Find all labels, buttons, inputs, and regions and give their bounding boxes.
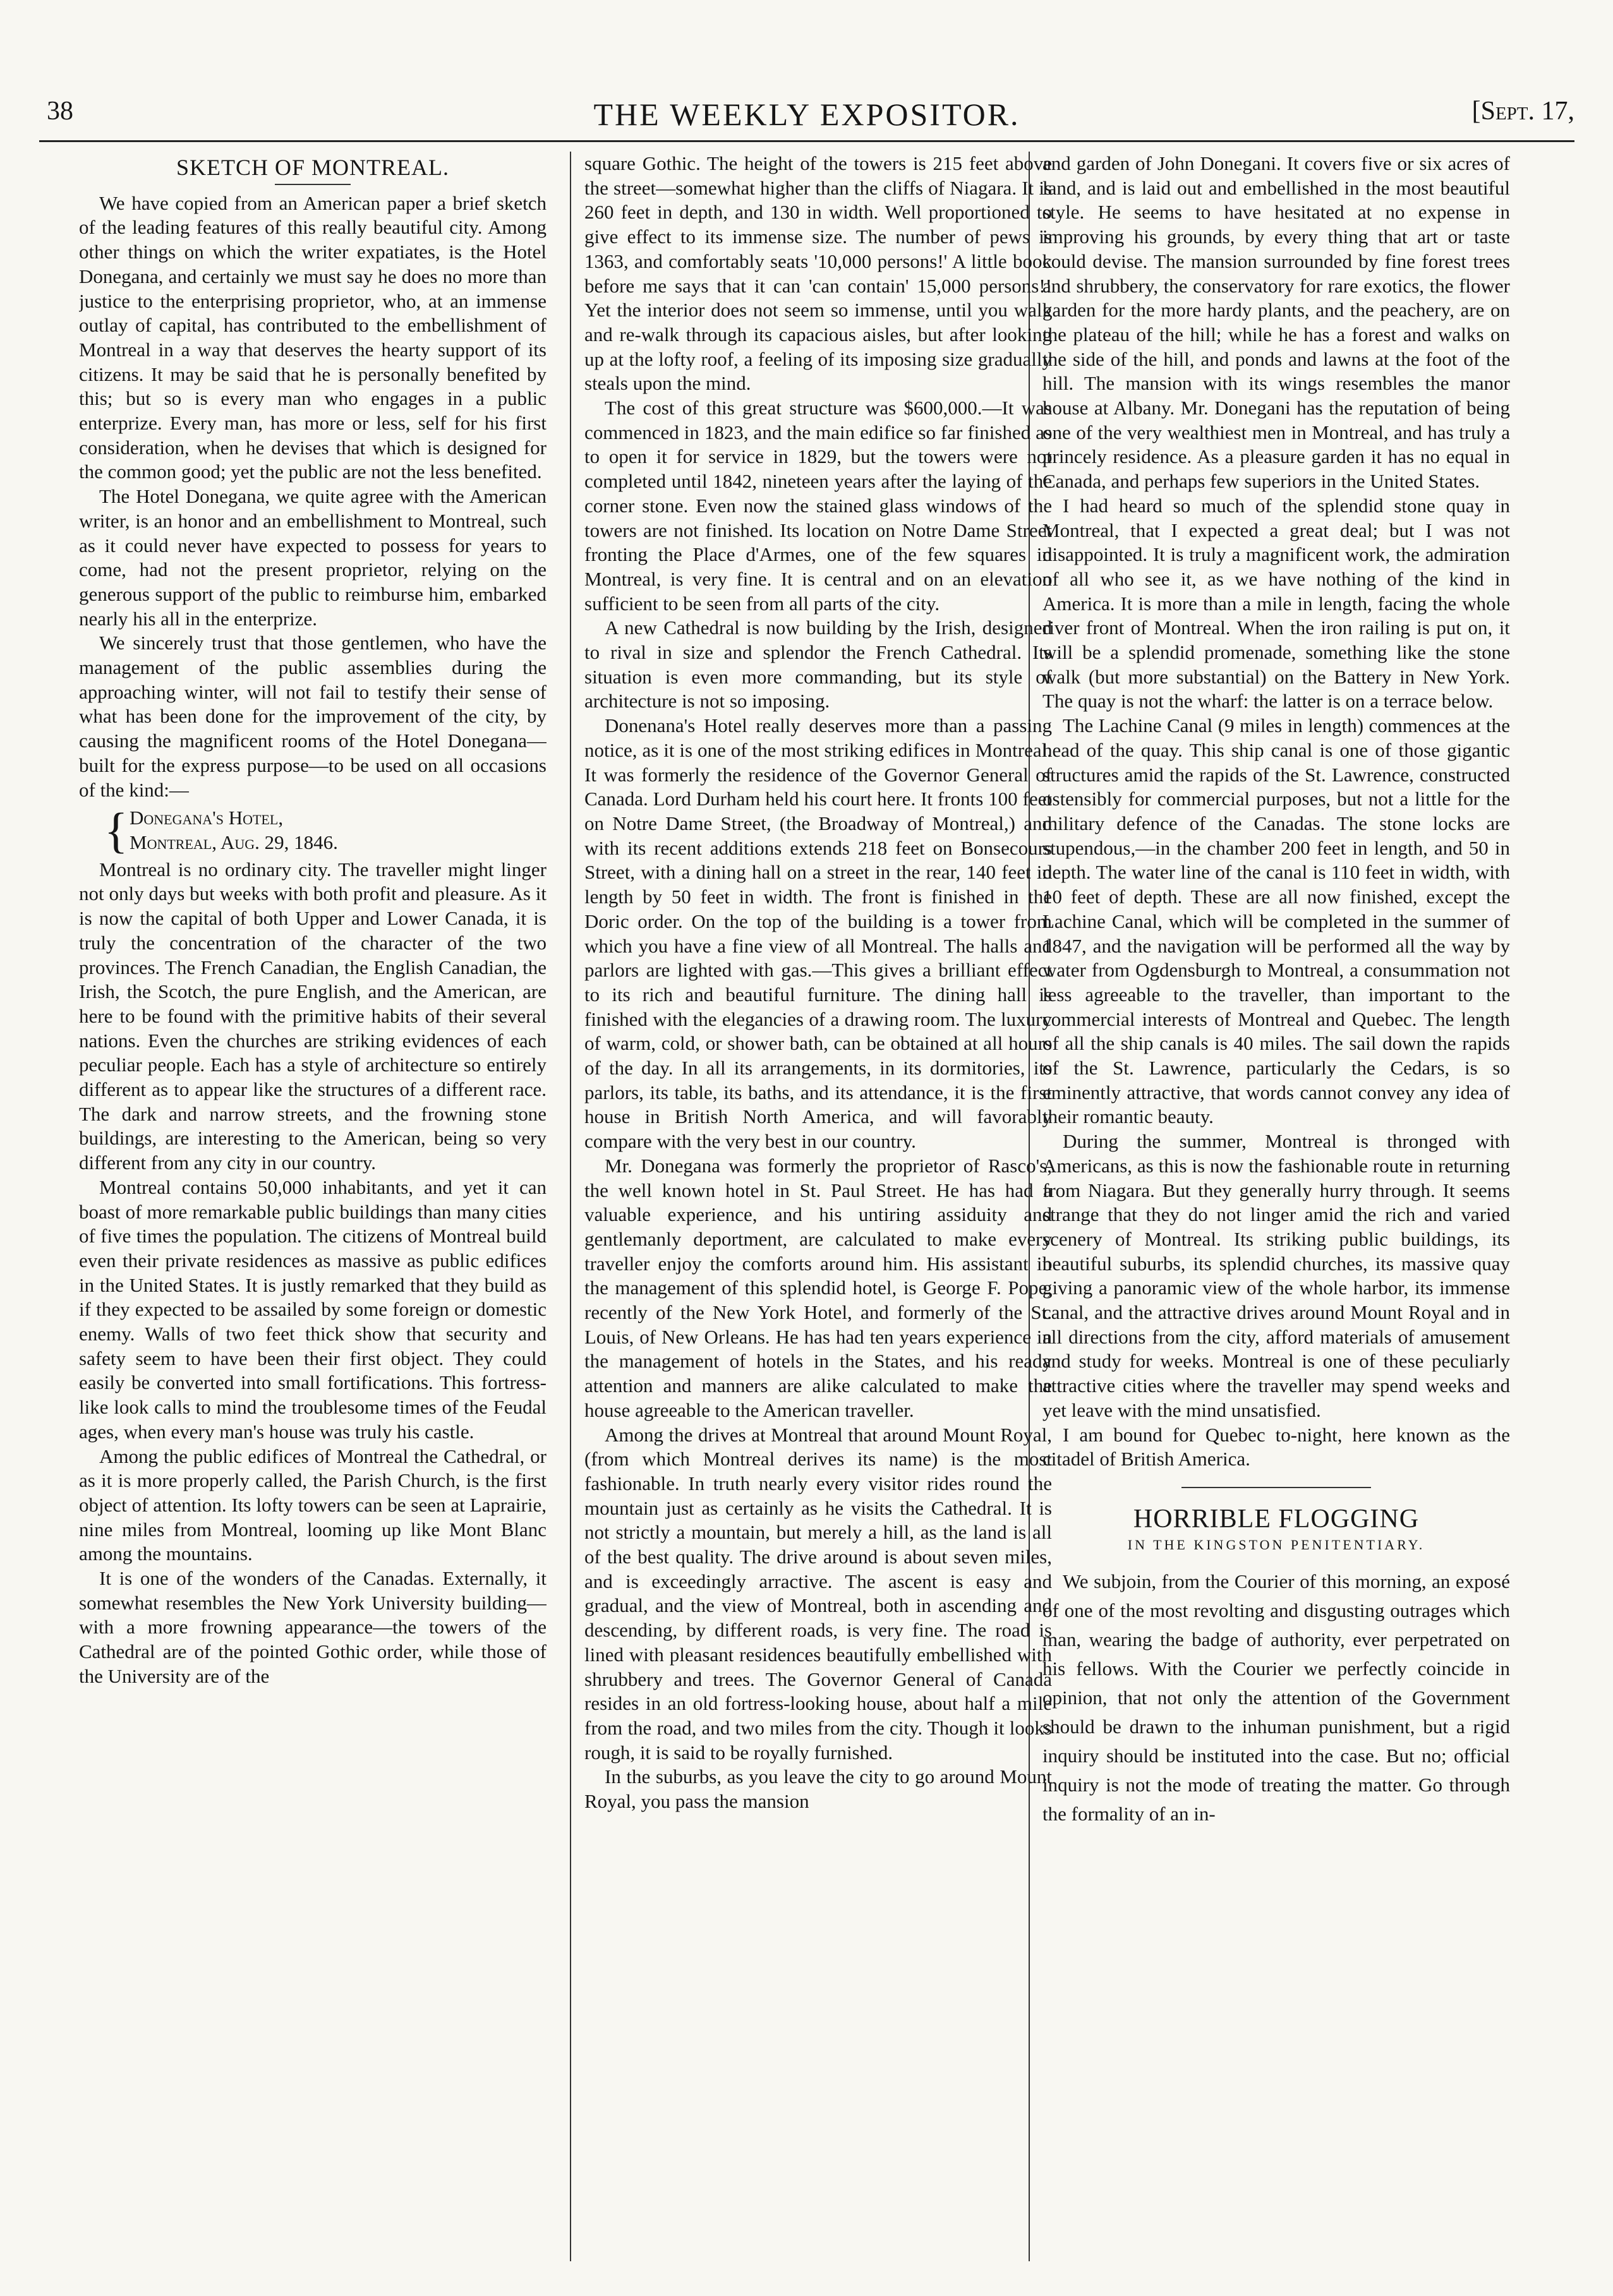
dateline-date: Montreal, Aug. 29, 1846.	[130, 831, 338, 853]
dateline-place: Donegana's Hotel,	[130, 807, 284, 829]
paragraph: A new Cathedral is now building by the Irish, designed to rival in size and splendor the French Cathedral. Its situation is even more commanding, but its style of architecture is not so imposing.	[584, 616, 1052, 712]
letter-dateline	[79, 803, 547, 858]
page-header	[39, 96, 1574, 134]
section-rule	[1181, 1487, 1371, 1488]
paragraph: We sincerely trust that those gentlemen, who have the management of the public assemblies during the approaching winter, will not fail to testify their sense of what has been done for the improvement of the city, by causing the magnificent rooms of the Hotel Donegana—built for the express purpose—to be used on all occasions of the kind:—	[79, 632, 547, 801]
paragraph: Mr. Donegana was formerly the proprietor of Rasco's, the well known hotel in St. Paul Street. He has had a valuable experience, and his untiring assiduity and gentlemanly deportment, are calculated to make every traveller enjoy the comforts around him. His assistant in the management of this splendid hotel, is George F. Pope, recently of the New York Hotel, and formerly of the St. Louis, of New Orleans. He has had ten years experience in the management of hotels in the States, and his ready attention and manners are alike calculated to make the house agreeable to the American traveller.	[584, 1154, 1052, 1421]
paragraph: It is one of the wonders of the Canadas. Externally, it somewhat resembles the New York University building—with a more frowning appearance—the towers of the Cathedral are of the pointed Gothic order, while those of the University are of the	[79, 1567, 547, 1687]
paragraph: Among the public edifices of Montreal the Cathedral, or as it is more properly called, the Parish Church, is the first object of attention. Its lofty towers can be seen at Laprairie, nine miles from Montreal, looming up like Mont Blanc among the mountains.	[79, 1445, 547, 1565]
title-rule	[275, 184, 351, 185]
article-subtitle: IN THE KINGSTON PENITENTIARY.	[1127, 1536, 1425, 1553]
paragraph: During the summer, Montreal is thronged with Americans, as this is now the fashionable route in returning from Niagara. But they generally hurry through. It seems strange that they do not linger amid the rich and varied scenery of Montreal. Its striking public buildings, its beautiful suburbs, its splendid churches, its massive quay giving a panoramic view of the whole harbor, its immense canal, and the attractive drives around Mount Royal and in all directions from the city, afford materials of amusement and study for weeks. Montreal is one of these peculiarly attractive cities where the traveller may spend weeks and yet leave with the mind unsatisfied.	[1042, 1130, 1510, 1421]
paragraph: Montreal is no ordinary city. The traveller might linger not only days but weeks with both profit and pleasure. As it is now the capital of both Upper and Lower Canada, it is truly the concentration of the character of the two provinces. The French Canadian, the English Canadian, the Irish, the Scotch, the pure English, and the American, are here to be found with the primitive habits of their several nations. Even the churches are striking evidences of each peculiar people. Each has a style of architecture so entirely different as to appear like the structures of a different race. The dark and narrow streets, and the frowning stone buildings, are interesting to the American, being so very different from any city in our country.	[79, 858, 547, 1174]
paragraph: and garden of John Donegani. It covers five or six acres of land, and is laid out and embellished in the most beautiful style. He seems to have hesitated at no expense in improving his grounds, by every thing that art or taste could devise. The mansion surrounded by fine forest trees and shrubbery, the conservatory for rare exotics, the flower garden for the more hardy plants, and the peachery, are on the plateau of the hill; while he has a forest and walks on the side of the hill, and ponds and lawns at the foot of the hill. The mansion with its wings resembles the manor house at Albany. Mr. Donegani has the reputation of being one of the very wealthiest men in Montreal, and has truly a princely residence. As a pleasure garden it has no equal in Canada, and perhaps few superiors in the United States.	[1042, 152, 1510, 493]
paragraph: I had heard so much of the splendid stone quay in Montreal, that I expected a great deal; but I was not disappointed. It is truly a magnificent work, the admiration of all who see it, as we have nothing of the kind in America. It is more than a mile in length, facing the whole river front of Montreal. When the iron railing is put on, it will be a splendid promenade, something like the stone walk (but more substantial) on the Battery in New York. The quay is not the wharf: the latter is on a terrace below.	[1042, 494, 1510, 712]
paragraph: We subjoin, from the Courier of this morning, an exposé of one of the most revolting and disgusting outrages which man, wearing the badge of authority, ever perpetrated on his fellows. With the Courier we perfectly coincide in opinion, that not only the attention of the Government should be drawn to the inhuman punishment, but a rigid inquiry should be instituted into the case. But no; official inquiry is not the mode of treating the matter. Go through the formality of an in-	[1042, 1570, 1510, 1825]
paragraph: square Gothic. The height of the towers is 215 feet above the street—somewhat higher than the cliffs of Niagara. It is 260 feet in depth, and 130 in width. Well proportioned to give effect to its immense size. The number of pews is 1363, and comfortably seats '10,000 persons!' A little book before me says that it can 'can contain' 15,000 persons!! Yet the interior does not seem so immense, until you walk and re-walk through its capacious aisles, but after looking up at the lofty roof, a feeling of its imposing size gradually steals upon the mind.	[584, 152, 1052, 395]
column-divider	[570, 152, 571, 2261]
paragraph: Donenana's Hotel really deserves more than a passing notice, as it is one of the most striking edifices in Montreal. It was formerly the residence of the Governor General of Canada. Lord Durham held his court here. It fronts 100 feet on Notre Dame Street, (the Broadway of Montreal,) and with its recent additions extends 218 feet on Bonsecours Street, with a dining hall on a street in the rear, 140 feet in length by 50 feet in width. The front is finished in the Doric order. On the top of the building is a tower from which you have a fine view of all Montreal. The halls and parlors are lighted with gas.—This gives a brilliant effect to its rich and beautiful furniture. The dining hall is finished with the elegancies of a drawing room. The luxury of warm, cold, or shower bath, can be obtained at all hours of the day. In all its arrangements, in its dormitories, its parlors, its table, its baths, and its attendance, it is the first house in British North America, and will favorably compare with the very best in our country.	[584, 714, 1052, 1153]
page-number: 38	[47, 97, 73, 126]
paragraph: I am bound for Quebec to-night, here known as the citadel of British America.	[1042, 1423, 1510, 1470]
brace-glyph: {	[104, 803, 128, 858]
column-3	[1042, 152, 1510, 2261]
article-title: SKETCH OF MONTREAL.	[176, 155, 449, 180]
paragraph: Among the drives at Montreal that around Mount Royal, (from which Montreal derives its name) is the most fashionable. In truth nearly every visitor rides round the mountain just as certainly as he visits the Cathedral. It is not strictly a mountain, but merely a hill, as the land is all of the best quality. The drive around is about seven miles, and is exceedingly arractive. The ascent is easy and gradual, and the view of Montreal, both in ascending and descending, by different roads, is very fine. The road is lined with pleasant residences beautifully embellished with shrubbery and trees. The Governor General of Canada resides in an old fortress-looking house, about half a mile from the road, and two miles from the city. Though it looks rough, it is said to be royally furnished.	[584, 1423, 1052, 1764]
paragraph: The Hotel Donegana, we quite agree with the American writer, is an honor and an embellishment to Montreal, such as it could never have expected to possess for years to come, had not the present proprietor, relying on the generous support of the public to reimburse him, embarked nearly his all in the enterprize.	[79, 485, 547, 630]
paragraph: Montreal contains 50,000 inhabitants, and yet it can boast of more remarkable public buildings than many cities of five times the population. The citizens of Montreal build even their private residences as massive as public edifices in the United States. It is justly remarked that they build as if they expected to be assailed by some foreign or domestic enemy. Walls of two feet thick show that security and safety seem to have been their first object. They could easily be converted into small fortifications. This fortress-like look calls to mind the troublesome times of the Feudal ages, when every man's house was truly his castle.	[79, 1175, 547, 1443]
paragraph: The Lachine Canal (9 miles in length) commences at the head of the quay. This ship canal is one of those gigantic structures amid the rapids of the St. Lawrence, constructed ostensibly for commercial purposes, but not a little for the military defence of the Canadas. The stone locks are stupendous,—in the chamber 200 feet in length, and 50 in depth. The water line of the canal is 110 feet in width, with 10 feet of depth. These are all now finished, except the Lachine Canal, which will be completed in the summer of 1847, and the navigation will be performed all the way by water from Ogdensburgh to Montreal, a consummation not less agreeable to the traveller, than important to the commercial interests of Montreal and Quebec. The length of all the ship canals is 40 miles. The sail down the rapids of the St. Lawrence, particularly the Cedars, is so eminently attractive, that words cannot convey any idea of their romantic beauty.	[1042, 714, 1510, 1128]
article-title: HORRIBLE FLOGGING	[1133, 1504, 1420, 1534]
masthead-title: THE WEEKLY EXPOSITOR.	[593, 97, 1020, 132]
paragraph: We have copied from an American paper a brief sketch of the leading features of this really beautiful city. Among other things on which the writer expatiates, is the Hotel Donegana, and certainly we must say he does no more than justice to the enterprising proprietor, who, at an immense outlay of capital, has contributed to the embellishment of Montreal in a way that deserves the hearty support of its citizens. It may be said that he is personally benefited by this; but so is every man who engages in a public enterprize. Every man, has more or less, self for his first consideration, when he devises that which is designed for the common good; yet the public are not the less benefited.	[79, 191, 547, 483]
issue-date: [Sept. 17,	[1471, 97, 1574, 126]
column-2	[584, 152, 1052, 2261]
paragraph: In the suburbs, as you leave the city to go around Mount Royal, you pass the mansion	[584, 1765, 1052, 1813]
paragraph: The cost of this great structure was $600,000.—It was commenced in 1823, and the main edifice so far finished as to open it for service in 1829, but the towers were not completed until 1842, nineteen years after the laying of the corner stone. Even now the stained glass windows of the towers are not finished. Its location on Notre Dame Street fronting the Place d'Armes, one of the few squares in Montreal, is very fine. It is central and on an elevation sufficient to be seen from all parts of the city.	[584, 397, 1052, 615]
header-rule	[39, 140, 1574, 142]
column-1	[79, 152, 547, 2261]
